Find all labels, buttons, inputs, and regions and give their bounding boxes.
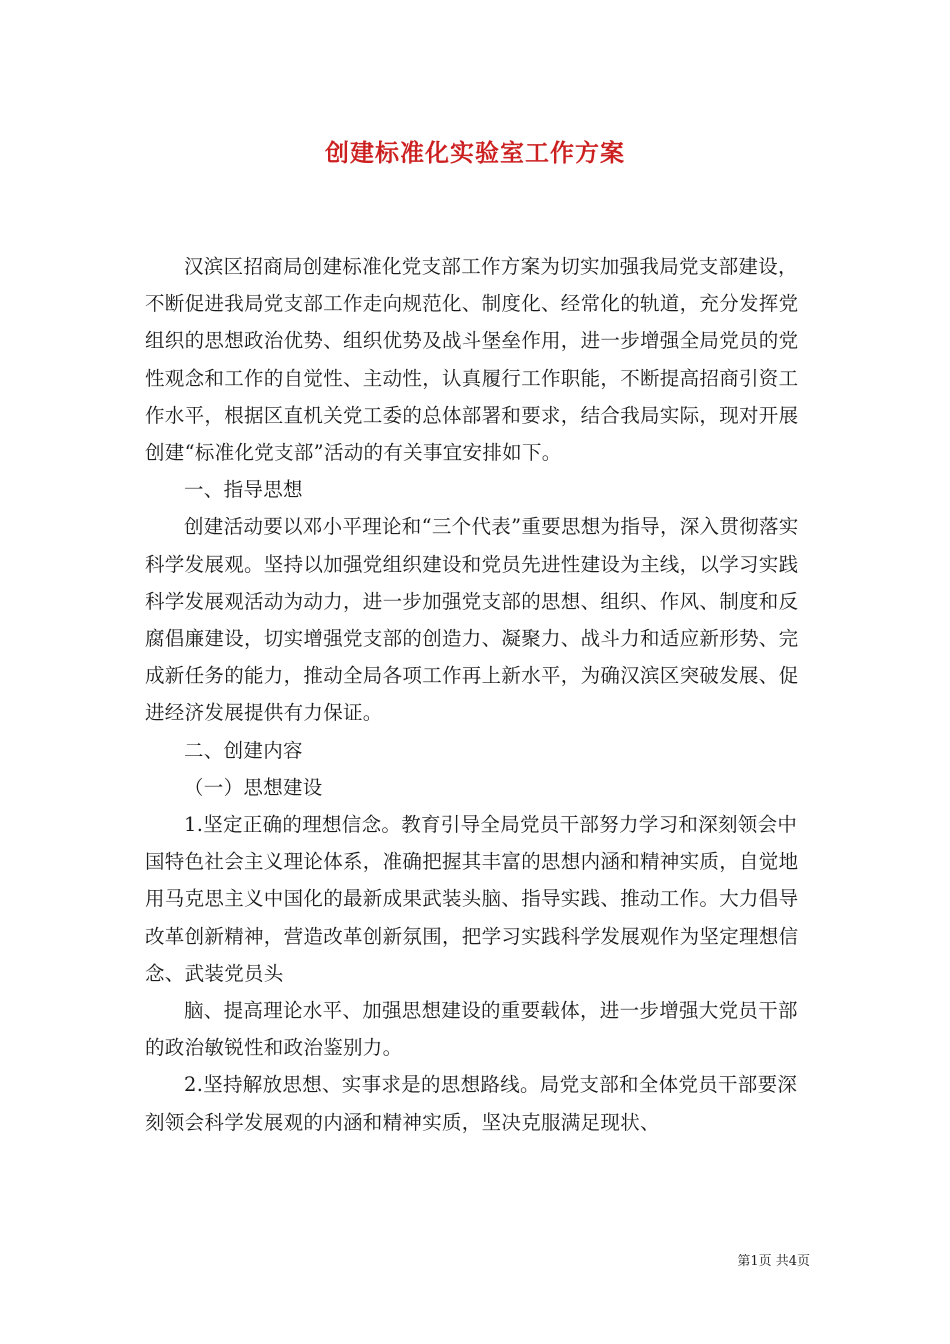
paragraph-intro: 汉滨区招商局创建标准化党支部工作方案为切实加强我局党支部建设，不断促进我局党支部工作走向规范化、制度化、经常化的轨道，充分发挥党组织的思想政治优势、组织优势及战斗堡垒作用，进一步增强全局党员的党性观念和工作的自觉性、主动性，认真履行工作职能，不断提高招商引资工作水平，根据区直机关党工委的总体部署和要求，结合我局实际，现对开展创建“标准化党支部”活动的有关事宜安排如下。 <box>145 255 799 465</box>
paragraph-item-1: 1.坚定正确的理想信念。教育引导全局党员干部努力学习和深刻领会中国特色社会主义理论体系，准确把握其丰富的思想内涵和精神实质，自觉地用马克思主义中国化的最新成果武装头脑、指导实践、推动工作。大力倡导改革创新精神，营造改革创新氛围，把学习实践科学发展观作为坚定理想信念、武装党员头 <box>145 813 799 985</box>
paragraph-guiding-thought: 创建活动要以邓小平理论和“三个代表”重要思想为指导，深入贯彻落实科学发展观。坚持以加强党组织建设和党员先进性建设为主线，以学习实践科学发展观活动为动力，进一步加强党支部的思想、组织、作风、制度和反腐倡廉建设，切实增强党支部的创造力、凝聚力、战斗力和适应新形势、完成新任务的能力，推动全局各项工作再上新水平，为确汉滨区突破发展、促进经济发展提供有力保证。 <box>145 515 799 725</box>
paragraph-item-2: 2.坚持解放思想、实事求是的思想路线。局党支部和全体党员干部要深刻领会科学发展观的内涵和精神实质，坚决克服满足现状、 <box>145 1073 798 1134</box>
document-title: 创建标准化实验室工作方案 <box>325 138 625 167</box>
section-heading-2: 二、创建内容 <box>184 738 303 762</box>
section-heading-1: 一、指导思想 <box>184 478 303 502</box>
paragraph-item-1-continued: 脑、提高理论水平、加强思想建设的重要载体，进一步增强大党员干部的政治敏锐性和政治鉴别力。 <box>145 999 798 1060</box>
document-body <box>145 248 810 1141</box>
subsection-heading-1: （一）思想建设 <box>184 775 323 799</box>
page-number: 第1页 共4页 <box>737 1254 810 1269</box>
